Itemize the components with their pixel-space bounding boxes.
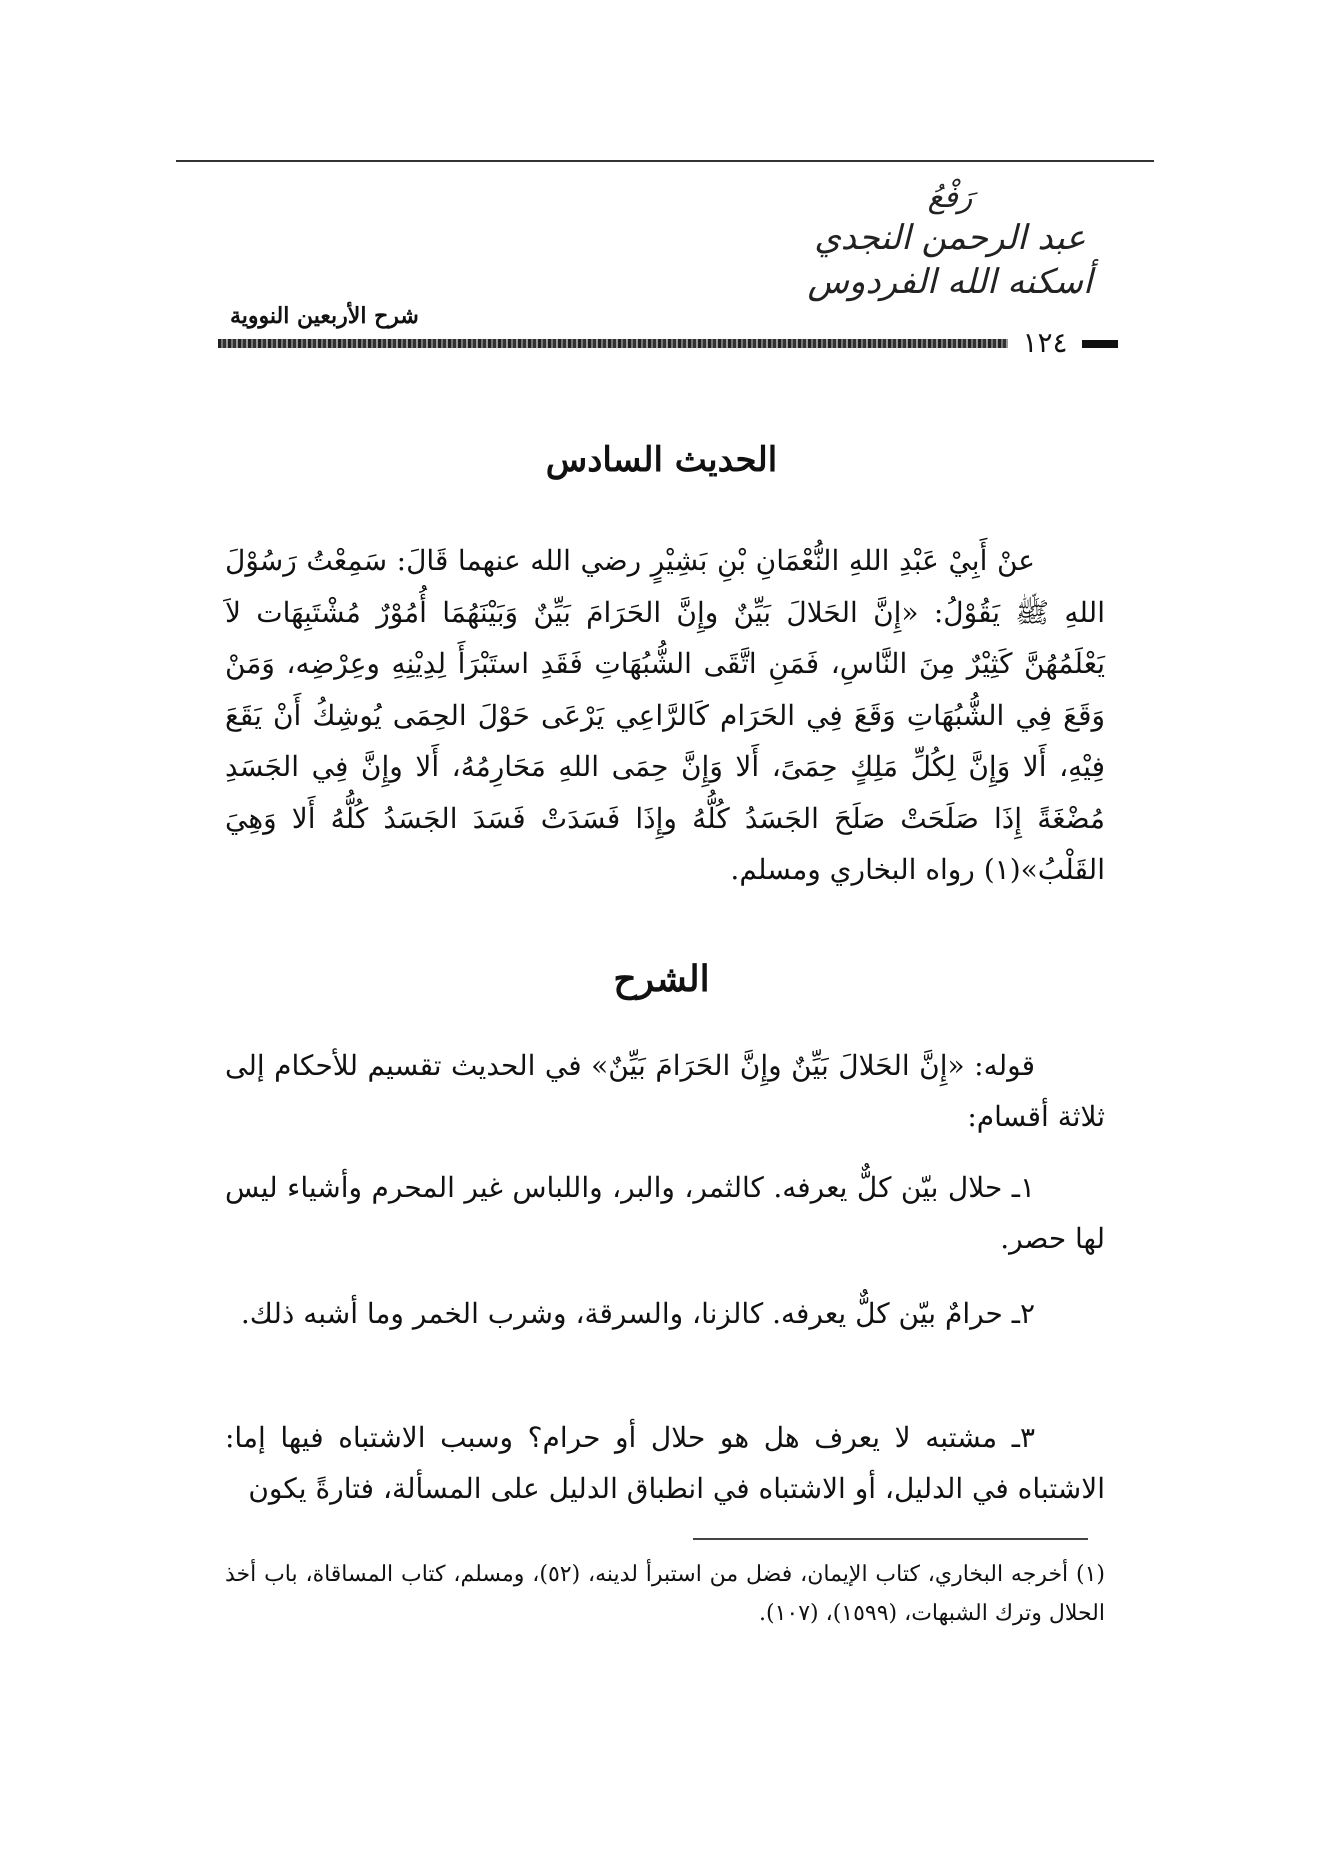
sharh-intro: قوله: «إِنَّ الحَلالَ بَيِّنٌ وإِنَّ الحَرَامَ بَيِّنٌ» في الحديث تقسيم للأحكام إلى ثلاثة أقسام: bbox=[225, 1049, 1105, 1133]
sharh-item-1: ١ـ حلال بيّن كلٌّ يعرفه. كالثمر، والبر، واللباس غير المحرم وأشياء ليس لها حصر. bbox=[225, 1171, 1105, 1255]
sharh-item-1-block bbox=[225, 1162, 1105, 1264]
sharh-intro-block bbox=[225, 1040, 1105, 1142]
page-number: ١٢٤ bbox=[1022, 326, 1068, 359]
sharh-item-2: ٢ـ حرامٌ بيّن كلٌّ يعرفه. كالزنا، والسرقة، وشرب الخمر وما أشبه ذلك. bbox=[240, 1297, 1035, 1330]
stamp-line-2: عبد الرحمن النجدي bbox=[814, 218, 1086, 258]
footnote-text: (١) أخرجه البخاري، كتاب الإيمان، فضل من استبرأ لدينه، (٥٢)، ومسلم، كتاب المساقاة، باب أخذ الحلال وترك الشبهات، (١٥٩٩)، (١٠٧). bbox=[225, 1562, 1105, 1626]
top-rule bbox=[176, 160, 1154, 162]
running-title-text: شرح الأربعين النووية bbox=[230, 303, 419, 329]
hadith-text-block bbox=[225, 535, 1105, 896]
sharh-item-3-block bbox=[225, 1412, 1105, 1514]
library-stamp bbox=[770, 180, 1130, 320]
header-rule bbox=[218, 339, 1008, 348]
page-number-mark bbox=[1082, 340, 1118, 348]
stamp-line-3: أسكنه الله الفردوس bbox=[807, 262, 1093, 302]
sharh-item-3: ٣ـ مشتبه لا يعرف هل هو حلال أو حرام؟ وسبب الاشتباه فيها إما: الاشتباه في الدليل، أو الاشتباه في انطباق الدليل على المسألة، فتارةً يكون bbox=[225, 1421, 1105, 1505]
running-header-title bbox=[230, 303, 490, 329]
hadith-title: الحديث السادس bbox=[545, 440, 778, 480]
sharh-item-2-block bbox=[225, 1288, 1105, 1339]
footnote-block bbox=[225, 1555, 1105, 1633]
stamp-line-1: رَفْعُ bbox=[927, 180, 973, 215]
hadith-text: عنْ أَبِيْ عَبْدِ اللهِ النُّعْمَانِ بْنِ بَشِيْرٍ رضي الله عنهما قَالَ: سَمِعْتُ رَسُوْلَ اللهِ ﷺ يَقُوْلُ: «إِنَّ الحَلالَ بَيِّنٌ وإِنَّ الحَرَامَ بَيِّنٌ وَبَيْنَهُمَا أُمُوْرٌ مُشْتَبِهَات لاَ يَعْلَمُهُنَّ كَثِيْرٌ مِنَ النَّاسِ، فَمَنِ اتَّقَى الشُّبُهَاتِ فَقَدِ استَبْرَأَ لِدِيْنِهِ وعِرْضِه، وَمَنْ وَقَعَ فِي الشُّبُهَاتِ وَقَعَ فِي الحَرَام كَالرَّاعِي يَرْعَى حَوْلَ الحِمَى يُوشِكُ أَنْ يَقَعَ فِيْهِ، أَلا وَإِنَّ لِكُلِّ مَلِكٍ حِمَىً، أَلا وَإِنَّ حِمَى اللهِ مَحَارِمُهُ، أَلا وإِنَّ فِي الجَسَدِ مُضْغَةً إِذَا صَلَحَتْ صَلَحَ الجَسَدُ كُلُّهُ وإِذَا فَسَدَتْ فَسَدَ الجَسَدُ كُلُّهُ أَلا وَهِيَ القَلْبُ»(١) رواه البخاري ومسلم. bbox=[225, 544, 1105, 886]
footnote-rule bbox=[693, 1538, 1088, 1540]
sharh-title: الشرح bbox=[613, 958, 710, 1000]
